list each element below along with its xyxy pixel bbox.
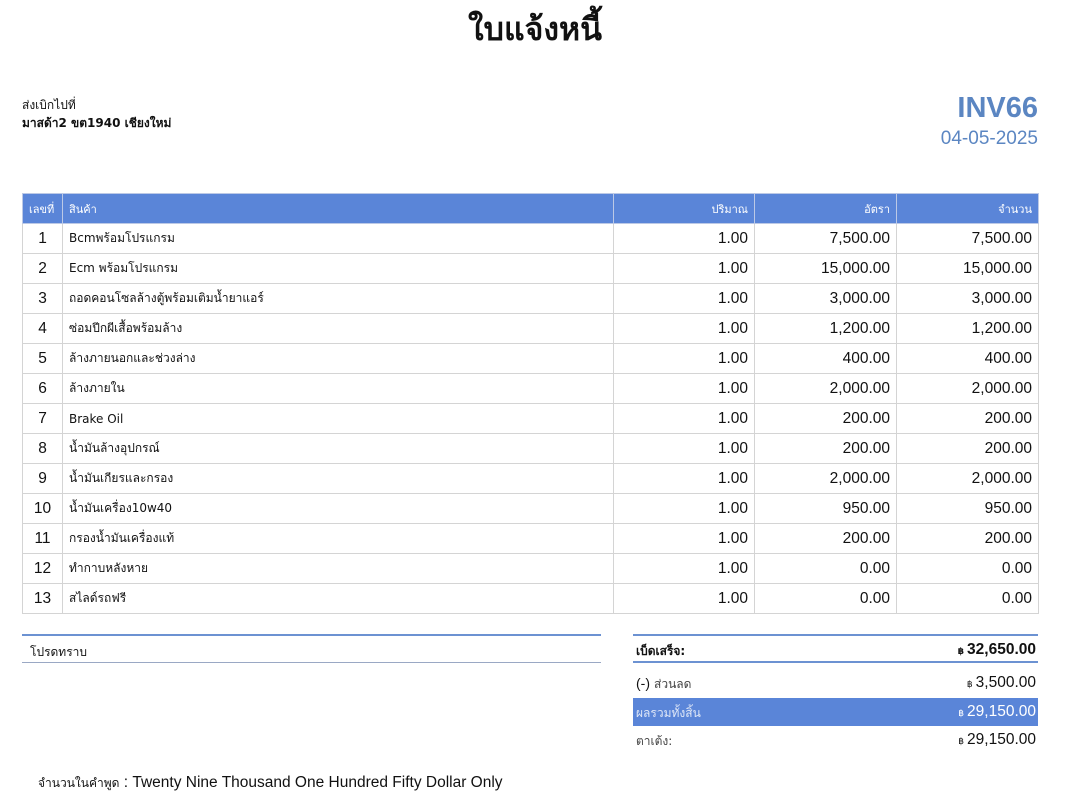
table-row (23, 554, 1039, 584)
row-qty: 1.00 (614, 434, 755, 464)
row-rate: 200.00 (755, 434, 897, 464)
subtotal-value: 32,650.00 (967, 641, 1036, 658)
table-row (23, 374, 1039, 404)
row-number: 6 (23, 374, 63, 404)
header-no: เลขที่ (23, 194, 63, 224)
row-amount: 7,500.00 (897, 224, 1039, 254)
row-qty: 1.00 (614, 224, 755, 254)
row-qty: 1.00 (614, 254, 755, 284)
row-rate: 2,000.00 (755, 464, 897, 494)
row-item: Ecm พร้อมโปรแกรม (63, 254, 614, 284)
row-rate: 1,200.00 (755, 314, 897, 344)
amount-in-words-separator: : (119, 774, 133, 791)
row-amount: 400.00 (897, 344, 1039, 374)
currency-symbol: ฿ (958, 709, 965, 719)
row-rate: 0.00 (755, 554, 897, 584)
row-qty: 1.00 (614, 524, 755, 554)
row-rate: 200.00 (755, 404, 897, 434)
row-number: 13 (23, 584, 63, 614)
row-item: ทำกาบหลังหาย (63, 554, 614, 584)
due-label: ตาเต้ง: (636, 734, 673, 748)
row-item: Brake Oil (63, 404, 614, 434)
items-table (22, 193, 1039, 614)
row-number: 4 (23, 314, 63, 344)
table-header-row (23, 194, 1039, 224)
header-amount: จำนวน (897, 194, 1039, 224)
row-qty: 1.00 (614, 404, 755, 434)
row-rate: 3,000.00 (755, 284, 897, 314)
discount-row (633, 669, 1038, 698)
row-rate: 2,000.00 (755, 374, 897, 404)
total-amount (958, 703, 1036, 721)
table-row (23, 284, 1039, 314)
table-row (23, 314, 1039, 344)
discount-label: ส่วนลด (654, 677, 692, 691)
discount-label-group (636, 675, 691, 694)
row-item: กรองน้ำมันเครื่องแท้ (63, 524, 614, 554)
row-rate: 400.00 (755, 344, 897, 374)
grand-total-row (633, 698, 1038, 726)
due-value: 29,150.00 (967, 731, 1036, 748)
subtotal-amount (958, 641, 1036, 659)
row-amount: 0.00 (897, 584, 1039, 614)
balance-due-row (633, 726, 1038, 755)
row-rate: 950.00 (755, 494, 897, 524)
discount-value: 3,500.00 (975, 674, 1036, 691)
row-amount: 200.00 (897, 524, 1039, 554)
row-number: 2 (23, 254, 63, 284)
row-rate: 15,000.00 (755, 254, 897, 284)
table-row (23, 344, 1039, 374)
row-amount: 200.00 (897, 404, 1039, 434)
row-item: น้ำมันเครื่อง10w40 (63, 494, 614, 524)
row-item: ล้างภายใน (63, 374, 614, 404)
discount-amount (967, 674, 1036, 692)
invoice-number: INV66 (957, 92, 1038, 124)
row-item: ซ่อมปีกผีเสื้อพร้อมล้าง (63, 314, 614, 344)
row-qty: 1.00 (614, 284, 755, 314)
header-item: สินค้า (63, 194, 614, 224)
notes-label: โปรดทราบ (30, 645, 88, 659)
invoice-date: 04-05-2025 (940, 128, 1038, 149)
row-number: 5 (23, 344, 63, 374)
amount-in-words-label: จำนวนในคำพูด (38, 776, 120, 790)
total-label: ผลรวมทั้งสิ้น (636, 706, 701, 720)
row-qty: 1.00 (614, 344, 755, 374)
currency-symbol: ฿ (957, 647, 965, 657)
row-item: ล้างภายนอกและช่วงล่าง (63, 344, 614, 374)
amount-in-words-value: Twenty Nine Thousand One Hundred Fifty Dollar Only (132, 774, 503, 791)
subtotal-label: เบ็ดเสร็จ: (636, 644, 686, 658)
currency-symbol: ฿ (958, 737, 965, 747)
row-qty: 1.00 (614, 374, 755, 404)
row-rate: 7,500.00 (755, 224, 897, 254)
amount-in-words (38, 774, 503, 793)
header-qty: ปริมาณ (614, 194, 755, 224)
row-amount: 1,200.00 (897, 314, 1039, 344)
row-number: 3 (23, 284, 63, 314)
row-qty: 1.00 (614, 584, 755, 614)
row-number: 1 (23, 224, 63, 254)
invoice-title: ใบแจ้งหนี้ (468, 10, 602, 48)
currency-symbol: ฿ (966, 680, 973, 690)
table-row (23, 524, 1039, 554)
row-number: 7 (23, 404, 63, 434)
row-qty: 1.00 (614, 554, 755, 584)
subtotal-row (633, 634, 1038, 663)
table-row (23, 254, 1039, 284)
row-rate: 200.00 (755, 524, 897, 554)
header-rate: อัตรา (755, 194, 897, 224)
row-number: 12 (23, 554, 63, 584)
table-row (23, 584, 1039, 614)
total-value: 29,150.00 (967, 703, 1036, 720)
due-amount (958, 731, 1036, 749)
table-row (23, 464, 1039, 494)
row-number: 9 (23, 464, 63, 494)
row-amount: 200.00 (897, 434, 1039, 464)
row-amount: 2,000.00 (897, 464, 1039, 494)
row-amount: 950.00 (897, 494, 1039, 524)
row-rate: 0.00 (755, 584, 897, 614)
row-number: 10 (23, 494, 63, 524)
bill-to-block (22, 96, 171, 132)
summary-block (633, 634, 1038, 755)
row-item: สไลด์รถฟรี (63, 584, 614, 614)
row-amount: 3,000.00 (897, 284, 1039, 314)
discount-prefix: (-) (636, 675, 650, 691)
row-amount: 0.00 (897, 554, 1039, 584)
bill-to-label: ส่งเบิกไปที่ (22, 98, 76, 112)
row-item: น้ำมันล้างอุปกรณ์ (63, 434, 614, 464)
row-qty: 1.00 (614, 314, 755, 344)
row-amount: 2,000.00 (897, 374, 1039, 404)
notes-section (22, 634, 601, 663)
row-number: 8 (23, 434, 63, 464)
table-row (23, 224, 1039, 254)
table-row (23, 404, 1039, 434)
row-number: 11 (23, 524, 63, 554)
bill-to-value: มาสด้า2 ขต1940 เชียงใหม่ (22, 116, 172, 130)
row-item: น้ำมันเกียรและกรอง (63, 464, 614, 494)
table-row (23, 434, 1039, 464)
row-item: Bcmพร้อมโปรแกรม (63, 224, 614, 254)
row-item: ถอดคอนโซลล้างตู้พร้อมเติมน้ำยาแอร์ (63, 284, 614, 314)
row-qty: 1.00 (614, 494, 755, 524)
table-row (23, 494, 1039, 524)
row-qty: 1.00 (614, 464, 755, 494)
row-amount: 15,000.00 (897, 254, 1039, 284)
